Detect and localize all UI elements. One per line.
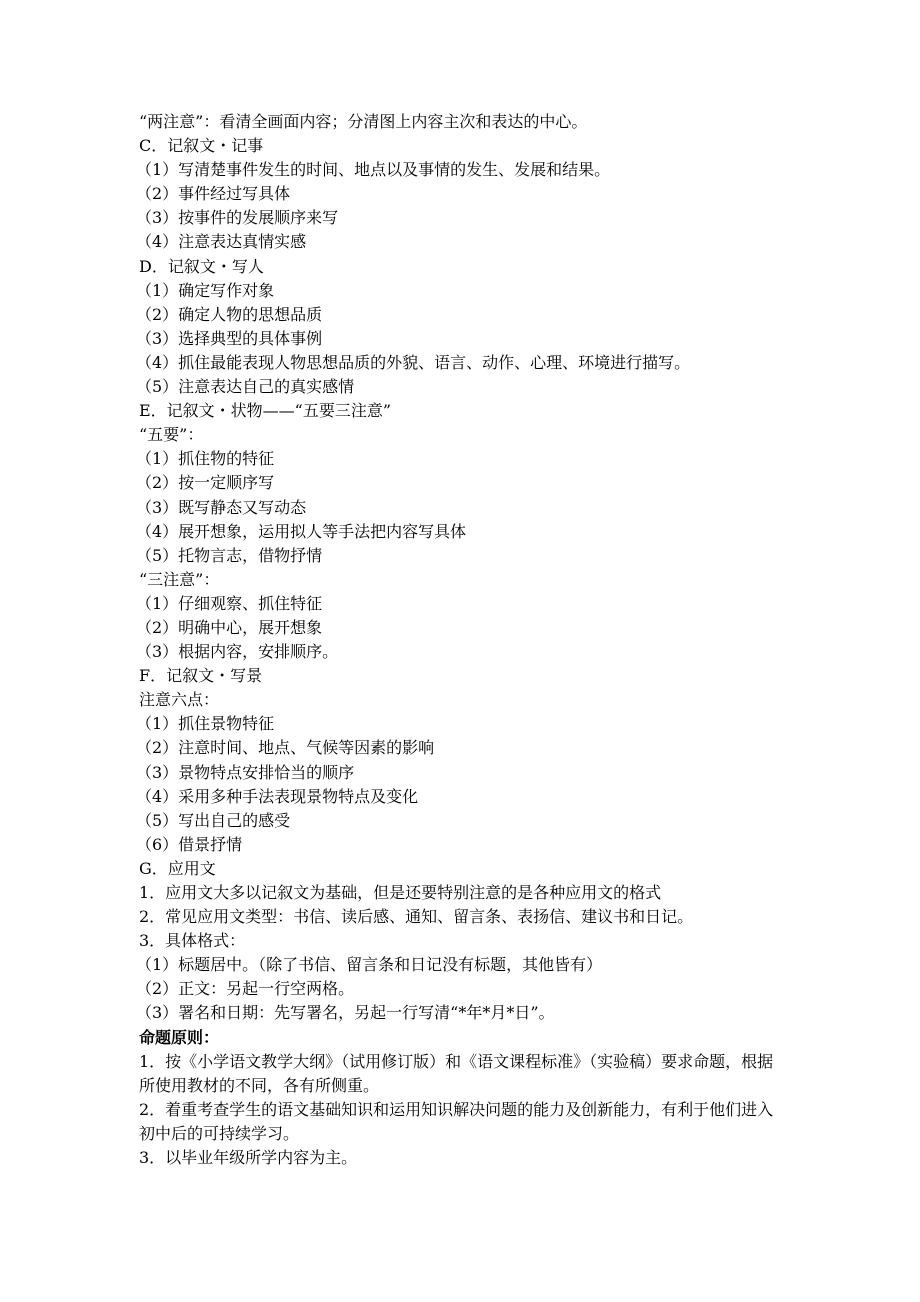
section-heading-g: G．应用文 xyxy=(139,858,216,878)
text-line: （2）事件经过写具体 xyxy=(136,184,291,204)
section-heading-d: D．记叙文・写人 xyxy=(139,256,264,276)
text-line: （5）注意表达自己的真实感情 xyxy=(136,377,355,397)
text-line: （3）署名和日期：先写署名，另起一行写清“*年*月*日”。 xyxy=(136,1003,555,1023)
principles-heading: 命题原则： xyxy=(139,1027,220,1047)
principle-item: 3．以毕业年级所学内容为主。 xyxy=(139,1148,358,1168)
text-line: （2）确定人物的思想品质 xyxy=(136,304,323,324)
section-heading-c: C．记叙文・记事 xyxy=(139,136,264,156)
subheading: “五要”： xyxy=(139,425,204,445)
text-line: （5）写出自己的感受 xyxy=(136,810,291,830)
principle-item: 1．按《小学语文教学大纲》（试用修订版）和《语文课程标准》（实验稿）要求命题，根据所使用教材的不同，各有所侧重。 xyxy=(139,1051,774,1095)
text-line: （3）景物特点安排恰当的顺序 xyxy=(136,762,355,782)
subheading: 注意六点： xyxy=(139,690,220,710)
principle-item: 2．着重考查学生的语文基础知识和运用知识解决问题的能力及创新能力，有利于他们进入初中后的可持续学习。 xyxy=(139,1099,774,1143)
text-line: （5）托物言志，借物抒情 xyxy=(136,545,323,565)
text-line: 3．具体格式： xyxy=(139,931,246,951)
text-line: （3）按事件的发展顺序来写 xyxy=(136,208,339,228)
text-line: （3）既写静态又写动态 xyxy=(136,497,307,517)
text-line: 2．常见应用文类型：书信、读后感、通知、留言条、表扬信、建议书和日记。 xyxy=(139,907,694,927)
text-line: （4）注意表达真情实感 xyxy=(136,232,307,252)
text-line: （3）根据内容，安排顺序。 xyxy=(136,642,339,662)
text-line: （1）写清楚事件发生的时间、地点以及事情的发生、发展和结果。 xyxy=(136,160,611,180)
text-line: （1）抓住景物特征 xyxy=(136,714,275,734)
text-line: （3）选择典型的具体事例 xyxy=(136,328,323,348)
subheading: “三注意”： xyxy=(139,569,220,589)
text-line: （1）抓住物的特征 xyxy=(136,449,275,469)
text-line: （1）标题居中。（除了书信、留言条和日记没有标题，其他皆有） xyxy=(136,955,603,975)
text-line: 1．应用文大多以记叙文为基础，但是还要特别注意的是各种应用文的格式 xyxy=(139,883,662,902)
text-line: “两注意”：看清全画面内容；分清图上内容主次和表达的中心。 xyxy=(139,112,588,131)
text-line: （1）仔细观察、抓住特征 xyxy=(136,593,323,613)
document-body xyxy=(136,110,789,1170)
text-line: （1）确定写作对象 xyxy=(136,280,275,300)
section-heading-f: F．记叙文・写景 xyxy=(139,666,263,686)
section-heading-e: E．记叙文・状物——“五要三注意” xyxy=(139,401,392,421)
text-line: （4）抓住最能表现人物思想品质的外貌、语言、动作、心理、环境进行描写。 xyxy=(136,352,691,372)
text-line: （2）正文：另起一行空两格。 xyxy=(136,979,355,999)
text-line: （6）借景抒情 xyxy=(136,834,243,854)
text-line: （4）展开想象，运用拟人等手法把内容写具体 xyxy=(136,521,467,541)
text-line: （2）明确中心，展开想象 xyxy=(136,617,323,637)
text-line: （2）注意时间、地点、气候等因素的影响 xyxy=(136,738,435,758)
text-line: （2）按一定顺序写 xyxy=(136,473,275,493)
text-line: （4）采用多种手法表现景物特点及变化 xyxy=(136,786,419,806)
